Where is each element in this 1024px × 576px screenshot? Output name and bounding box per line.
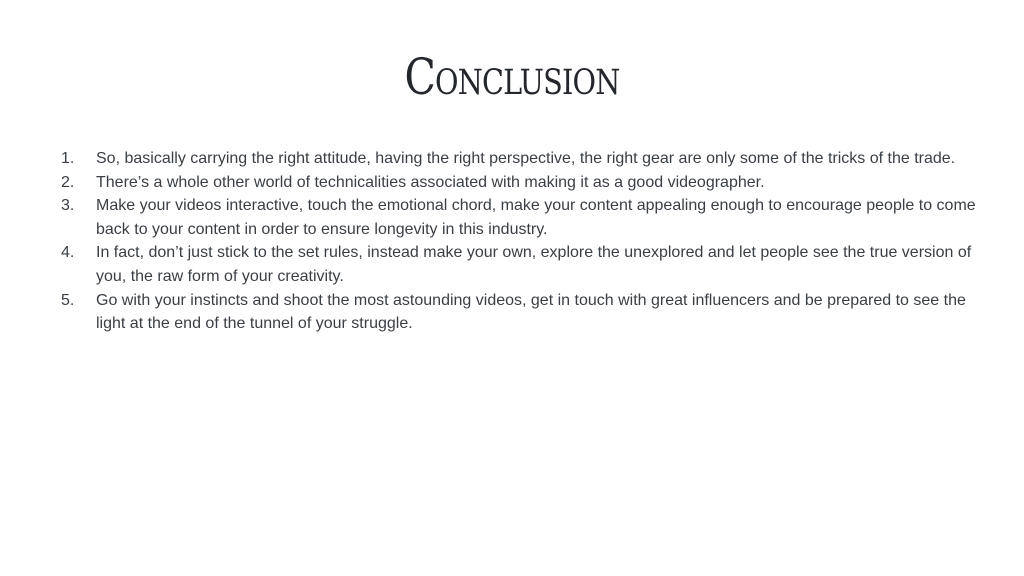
conclusion-list xyxy=(61,147,976,336)
list-item xyxy=(61,147,976,171)
list-item-number: 3. xyxy=(61,197,75,215)
list-item-text: Go with your instincts and shoot the most astounding videos, get in touch with great influencers and be prepared to see the light at the end of the tunnel of your struggle. xyxy=(96,291,966,333)
list-item-number: 4. xyxy=(61,244,75,262)
list-item-text: In fact, don’t just stick to the set rules, instead make your own, explore the unexplored and let people see the true version of you, the raw form of your creativity. xyxy=(96,244,972,285)
list-item xyxy=(61,241,976,288)
list-item-number: 1. xyxy=(61,150,75,167)
list-item xyxy=(61,289,976,336)
list-item-number: 2. xyxy=(61,173,75,191)
list-item xyxy=(61,171,976,195)
list-item-text: Make your videos interactive, touch the emotional chord, make your content appealing enough to encourage people to come back to your content in order to ensure longevity in this industry. xyxy=(96,197,976,238)
slide-title: Conclusion xyxy=(404,48,620,106)
list-item-text: So, basically carrying the right attitude, having the right perspective, the right gear are only some of the tricks of the trade. xyxy=(96,150,956,167)
list-item xyxy=(61,194,976,241)
list-item-text: There’s a whole other world of technicalities associated with making it as a good videographer. xyxy=(96,173,765,191)
list-item-number: 5. xyxy=(61,291,75,309)
